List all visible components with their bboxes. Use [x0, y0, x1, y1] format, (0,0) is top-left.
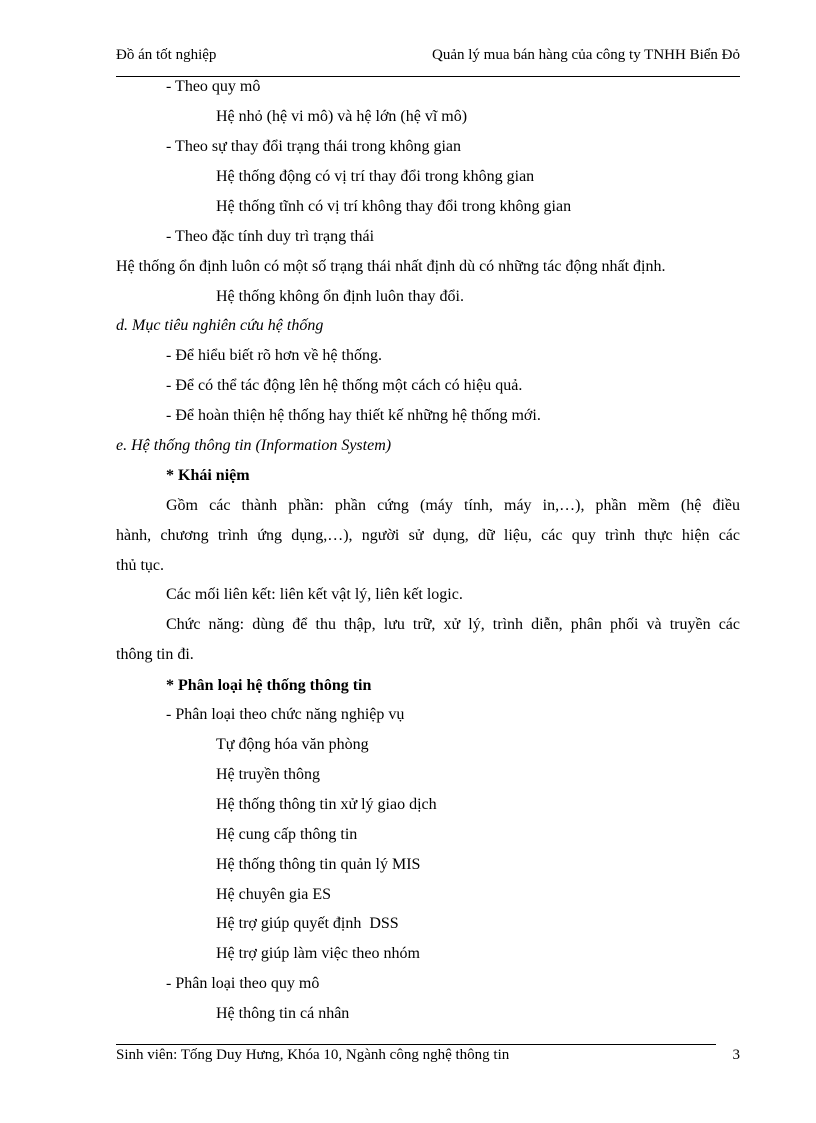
page-number: 3 — [732, 1047, 740, 1063]
list-item-by-scale: - Theo quy mô — [166, 78, 261, 95]
list-subitem: Hệ thống thông tin quản lý MIS — [216, 856, 421, 873]
list-subitem: Hệ thống thông tin xử lý giao dịch — [216, 796, 437, 813]
list-subitem: Hệ thống động có vị trí thay đổi trong không gian — [216, 168, 535, 185]
header-doc-type: Đồ án tốt nghiệp — [116, 47, 217, 63]
list-item: - Để hoàn thiện hệ thống hay thiết kế những hệ thống mới. — [166, 407, 541, 424]
list-subitem: Hệ trợ giúp làm việc theo nhóm — [216, 945, 420, 962]
list-subitem: Hệ thống tĩnh có vị trí không thay đổi trong không gian — [216, 198, 572, 215]
subheading-classification: * Phân loại hệ thống thông tin — [166, 677, 372, 694]
list-subitem: Hệ cung cấp thông tin — [216, 826, 358, 843]
list-item: - Để có thể tác động lên hệ thống một cách có hiệu quả. — [166, 377, 523, 394]
list-subitem: Hệ truyền thông — [216, 766, 320, 783]
paragraph-line: thủ tục. — [116, 557, 164, 574]
list-subitem: Hệ nhỏ (hệ vi mô) và hệ lớn (hệ vĩ mô) — [216, 108, 468, 125]
list-item-by-scale: - Phân loại theo quy mô — [166, 975, 320, 992]
list-subitem: Hệ thông tin cá nhân — [216, 1005, 350, 1022]
paragraph-line: Hệ thống ổn định luôn có một số trạng thái nhất định dù có những tác động nhất định. — [116, 258, 666, 275]
section-heading-d: d. Mục tiêu nghiên cứu hệ thống — [116, 317, 324, 334]
paragraph-line: hành, chương trình ứng dụng,…), người sử dụng, dữ liệu, các quy trình thực hiện các — [116, 527, 740, 544]
list-item-by-spatial-change: - Theo sự thay đổi trạng thái trong không gian — [166, 138, 461, 155]
paragraph-line: Gồm các thành phần: phần cứng (máy tính, máy in,…), phần mềm (hệ điều — [166, 497, 740, 514]
section-heading-e: e. Hệ thống thông tin (Information System) — [116, 437, 392, 454]
page-header — [116, 47, 740, 69]
list-subitem: Hệ chuyên gia ES — [216, 886, 332, 903]
list-item-by-state: - Theo đặc tính duy trì trạng thái — [166, 228, 375, 245]
list-item-by-function: - Phân loại theo chức năng nghiệp vụ — [166, 706, 405, 723]
list-subitem: Tự động hóa văn phòng — [216, 736, 369, 753]
page-footer — [116, 1047, 740, 1069]
subheading-concept: * Khái niệm — [166, 467, 250, 484]
list-item: - Để hiểu biết rõ hơn về hệ thống. — [166, 347, 382, 364]
header-doc-title: Quản lý mua bán hàng của công ty TNHH Biển Đỏ — [432, 47, 740, 63]
footer-student-info: Sinh viên: Tống Duy Hưng, Khóa 10, Ngành công nghệ thông tin — [116, 1047, 510, 1063]
paragraph-line: Chức năng: dùng để thu thập, lưu trữ, xử lý, trình diễn, phân phối và truyền các — [166, 616, 740, 633]
footer-rule — [116, 1044, 716, 1045]
paragraph-line: thông tin đi. — [116, 646, 194, 663]
list-subitem: Hệ thống không ổn định luôn thay đổi. — [216, 288, 464, 305]
paragraph-line: Các mối liên kết: liên kết vật lý, liên kết logic. — [166, 586, 463, 603]
list-subitem: Hệ trợ giúp quyết định DSS — [216, 915, 399, 932]
